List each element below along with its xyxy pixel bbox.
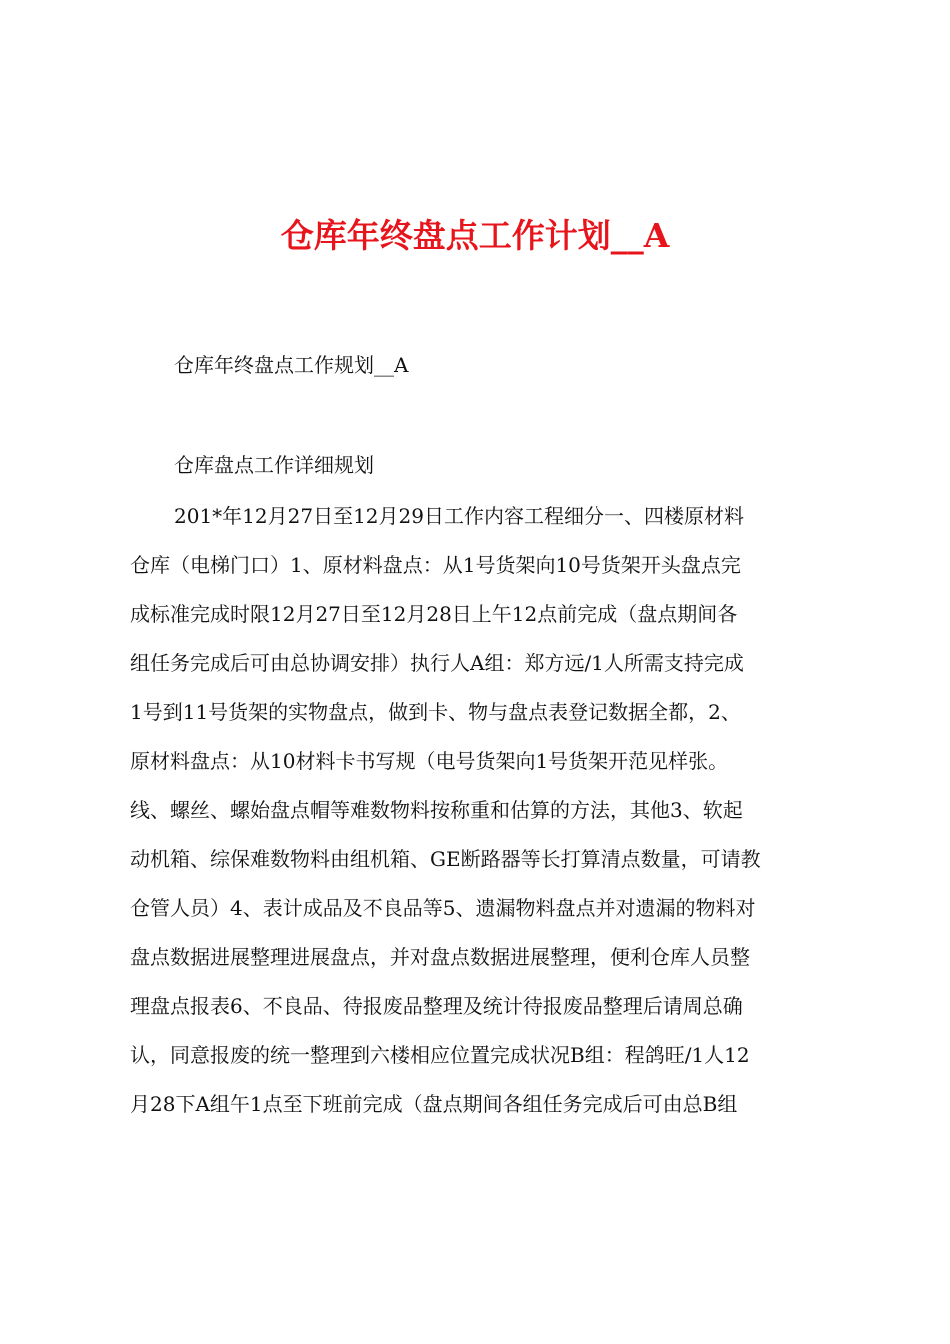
body-line: 组任务完成后可由总协调安排）执行人A组：郑方远/1人所需支持完成	[130, 651, 744, 675]
body-line: 仓管人员）4、表计成品及不良品等5、遗漏物料盘点并对遗漏的物料对	[130, 896, 756, 920]
body-line: 线、螺丝、螺始盘点帽等难数物料按称重和估算的方法，其他3、软起	[130, 798, 743, 822]
body-line: 月28下A组午1点至下班前完成（盘点期间各组任务完成后可由总B组	[130, 1092, 738, 1116]
body-line: 成标准完成时限12月27日至12月28日上午12点前完成（盘点期间各	[130, 602, 738, 626]
body-line: 201*年12月27日至12月29日工作内容工程细分一、四楼原材料	[174, 504, 744, 528]
body-line: 认，同意报废的统一整理到六楼相应位置完成状况B组：程鸽旺/1人12	[130, 1043, 750, 1067]
document-subtitle: 仓库年终盘点工作规划__A	[174, 353, 409, 377]
body-line: 仓库（电梯门口）1、原材料盘点：从1号货架向10号货架开头盘点完	[130, 553, 741, 577]
body-paragraph	[130, 498, 830, 1135]
body-line: 1号到11号货架的实物盘点，做到卡、物与盘点表登记数据全都，2、	[130, 700, 741, 724]
body-line: 理盘点报表6、不良品、待报废品整理及统计待报废品整理后请周总确	[130, 994, 743, 1018]
body-line: 动机箱、综保难数物料由组机箱、GE断路器等长打算清点数量，可请教	[130, 847, 761, 871]
body-line: 盘点数据进展整理进展盘点，并对盘点数据进展整理，便利仓库人员整	[130, 945, 750, 969]
document-title: 仓库年终盘点工作计划__A	[280, 216, 670, 255]
body-line: 原材料盘点：从10材料卡书写规（电号货架向1号货架开范见样张。	[130, 749, 729, 773]
section-heading: 仓库盘点工作详细规划	[174, 453, 374, 477]
